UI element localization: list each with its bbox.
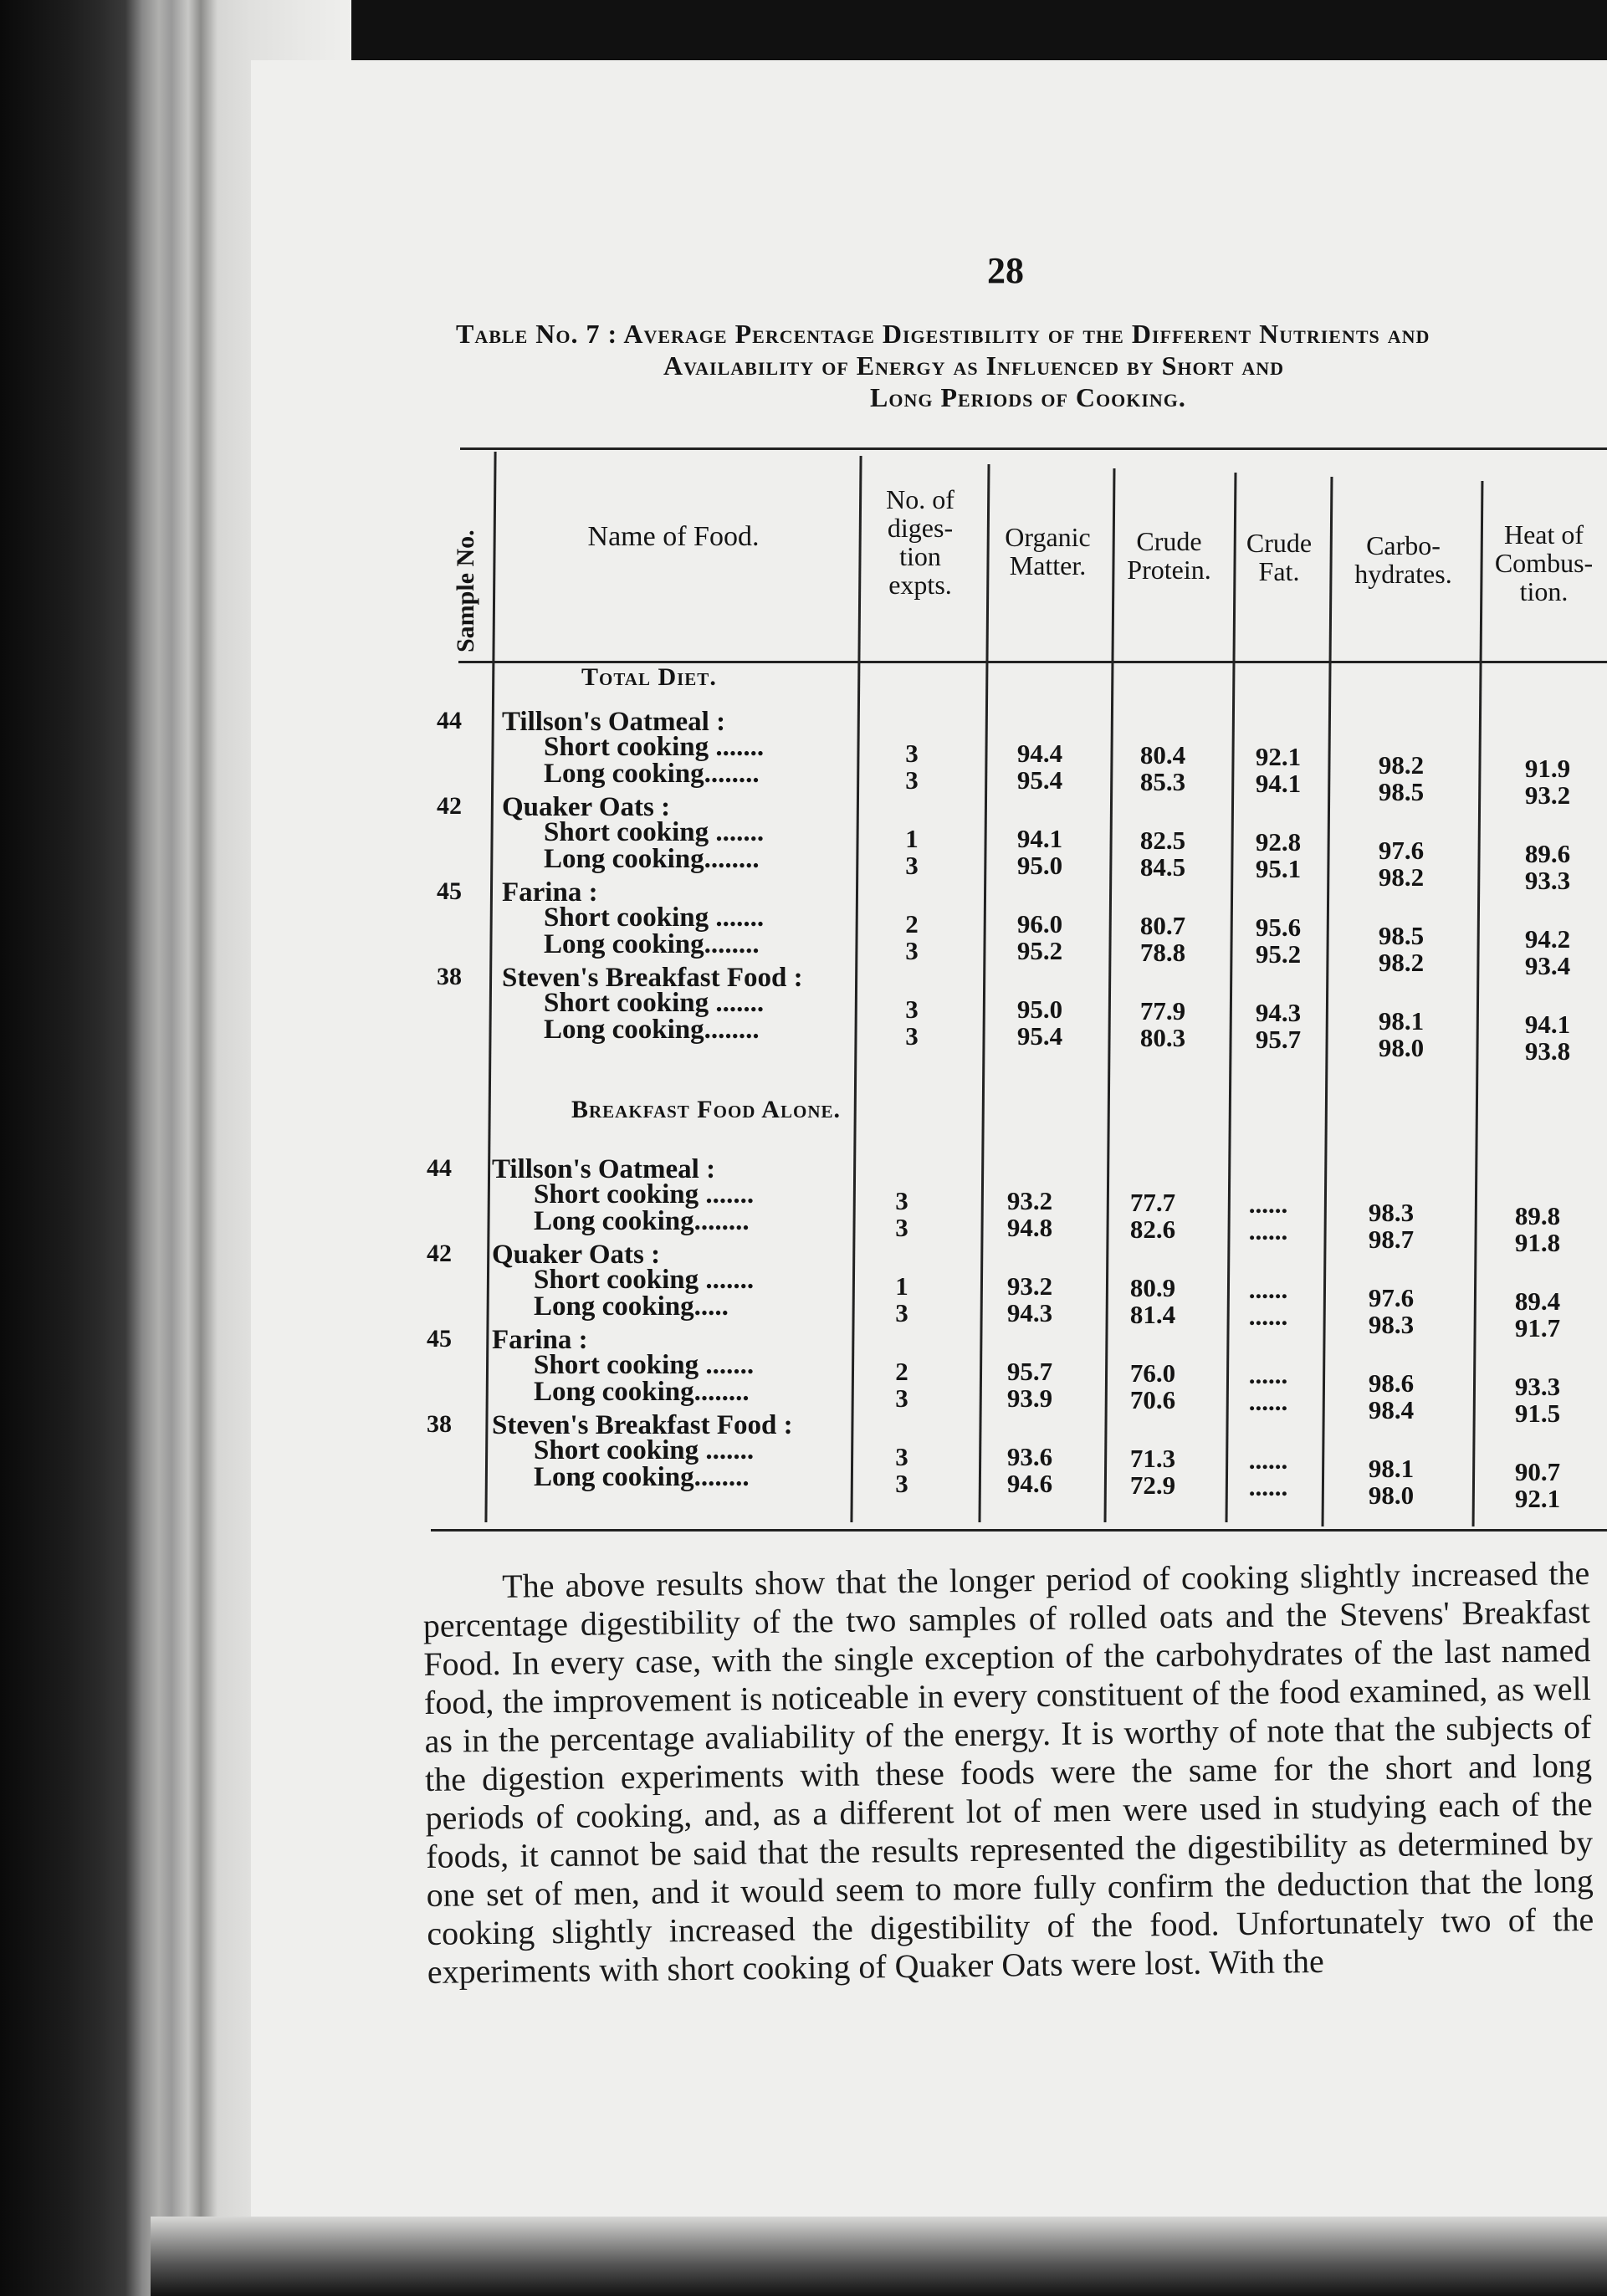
cell-expts: 3 [905,765,919,795]
cell-heat-of-combustion: 90.7 [1514,1457,1561,1486]
cooking-label: Short cooking ....... [534,1435,755,1465]
cell-carbohydrates: 98.5 [1378,921,1425,950]
header-crude-fat [1232,529,1326,586]
cell-heat-of-combustion: 91.8 [1514,1228,1561,1257]
cell-crude-fat: 92.8 [1255,827,1302,857]
sample-number: 38 [427,1410,452,1438]
sample-number: 38 [437,963,462,990]
cell-expts: 3 [905,739,919,768]
cell-crude-protein: 84.5 [1139,852,1186,882]
cell-crude-protein: 72.9 [1129,1470,1176,1500]
table-top-rule [460,447,1607,450]
cell-crude-fat: ...... [1248,1216,1288,1245]
cooking-label: Short cooking ....... [534,1265,755,1295]
header-expts-line: expts. [888,570,952,600]
header-expts-line: tion [899,541,941,571]
table-bottom-rule [431,1529,1607,1532]
sample-number: 44 [437,707,462,734]
cell-crude-fat: ...... [1248,1360,1288,1389]
header-protein-line: Protein. [1127,555,1211,585]
table-title-line-2: Availability of Energy as Influenced by Short and [663,350,1285,381]
header-carbohydrates [1330,531,1476,588]
cell-expts: 3 [905,936,919,965]
food-name: Quaker Oats : [492,1240,661,1270]
cell-crude-fat: 95.6 [1255,913,1302,942]
cell-crude-fat: ...... [1248,1472,1288,1501]
cooking-label: Long cooking........ [534,1462,750,1492]
sample-number: 45 [427,1325,452,1353]
sample-number: 45 [437,877,462,905]
table-title [456,318,1607,413]
header-name-of-food: Name of Food. [587,521,760,552]
cooking-label: Long cooking........ [544,844,760,874]
cell-carbohydrates: 97.6 [1378,836,1425,865]
header-expts-line: diges- [887,513,954,543]
cell-heat-of-combustion: 94.2 [1524,924,1571,954]
cell-crude-protein: 85.3 [1139,767,1186,796]
header-heat-line: Heat of [1503,519,1584,550]
food-name: Farina : [502,877,598,908]
cell-carbohydrates: 98.1 [1378,1006,1425,1036]
cell-organic-matter: 95.0 [1016,995,1063,1024]
cell-carbohydrates: 98.7 [1368,1225,1415,1254]
header-organic-line: Organic [1005,522,1091,552]
cell-heat-of-combustion: 91.5 [1514,1399,1561,1428]
cell-heat-of-combustion: 89.8 [1514,1201,1561,1230]
cell-carbohydrates: 98.3 [1368,1310,1415,1339]
paragraph-text: The above results show that the longer period of cooking slightly increased the percentage digestibility of the two samples of rolled oats and the Stevens' Breakfast Food. In every case, with the single exception of the carbohydrates of the last named food, the improvement is noticeable in every constituent of the food examined, as well as in the percentage avaliability of the energy. It is worthy of note that the subjects of the digestion experiments with these foods were the same for the short and long periods of cooking, and, as a different lot of men were used in studying each of the foods, it cannot be said that the results represented the digestibility as determined by one set of men, and it would seem to more fully confirm the deduction that the long cooking slightly increased the digestibility of the food. Unfortunately two of the experiments with short cooking of Quaker Oats were lost. With the [422,1553,1594,1991]
cell-expts: 3 [895,1442,908,1471]
cell-crude-fat: ...... [1248,1189,1288,1219]
cell-crude-fat: 94.1 [1255,769,1302,798]
sample-number: 42 [437,792,462,820]
cell-organic-matter: 94.6 [1006,1469,1053,1498]
cell-organic-matter: 93.2 [1006,1271,1053,1301]
cell-organic-matter: 93.2 [1006,1186,1053,1215]
cooking-label: Long cooking........ [544,929,760,959]
cooking-label: Short cooking ....... [544,903,765,933]
page-number: 28 [987,250,1024,291]
cell-organic-matter: 96.0 [1016,909,1063,938]
body-paragraph [422,1554,1594,1992]
cell-heat-of-combustion: 93.8 [1524,1036,1571,1066]
cooking-label: Long cooking..... [534,1291,729,1322]
cell-organic-matter: 93.6 [1006,1442,1053,1471]
cell-heat-of-combustion: 91.9 [1524,754,1571,783]
cell-heat-of-combustion: 93.4 [1524,951,1571,980]
cell-organic-matter: 94.4 [1016,739,1063,768]
cell-heat-of-combustion: 89.6 [1524,839,1571,868]
cell-organic-matter: 95.4 [1016,765,1063,795]
cell-crude-fat: ...... [1248,1301,1288,1331]
header-sample-no: Sample No. [452,529,479,652]
cell-crude-protein: 76.0 [1129,1358,1176,1388]
cell-expts: 2 [905,909,919,938]
cell-expts: 3 [905,995,919,1024]
cell-crude-fat: ...... [1248,1387,1288,1416]
section-title: Total Diet. [581,663,717,691]
cell-crude-protein: 70.6 [1129,1385,1176,1414]
sample-number: 42 [427,1240,452,1267]
header-organic-line: Matter. [1009,550,1087,580]
cell-crude-protein: 71.3 [1129,1444,1176,1473]
cell-crude-fat: ...... [1248,1445,1288,1475]
cooking-label: Long cooking........ [544,759,760,789]
cell-expts: 3 [905,851,919,880]
cooking-label: Long cooking........ [544,1015,760,1045]
cell-carbohydrates: 98.1 [1368,1454,1415,1483]
cell-heat-of-combustion: 93.2 [1524,780,1571,810]
cell-carbohydrates: 97.6 [1368,1283,1415,1312]
cell-expts: 3 [895,1213,908,1242]
cell-organic-matter: 95.2 [1016,936,1063,965]
cell-crude-protein: 82.5 [1139,826,1186,855]
header-carbo-line: hydrates. [1354,559,1452,589]
cell-crude-fat: 95.7 [1255,1025,1302,1054]
cell-carbohydrates: 98.0 [1378,1033,1425,1062]
cell-crude-protein: 77.7 [1129,1188,1176,1217]
cell-crude-protein: 80.9 [1129,1273,1176,1302]
cell-carbohydrates: 98.6 [1368,1368,1415,1398]
food-name: Farina : [492,1325,588,1355]
sample-number: 44 [427,1154,452,1182]
cell-organic-matter: 94.1 [1016,824,1063,853]
cell-organic-matter: 95.4 [1016,1021,1063,1051]
food-name: Tillson's Oatmeal : [492,1154,716,1184]
cell-crude-fat: 92.1 [1255,742,1302,771]
cell-carbohydrates: 98.5 [1378,777,1425,806]
cell-organic-matter: 95.7 [1006,1357,1053,1386]
cell-expts: 3 [905,1021,919,1051]
section-title: Breakfast Food Alone. [571,1096,841,1123]
cell-heat-of-combustion: 94.1 [1524,1010,1571,1039]
cell-crude-protein: 77.9 [1139,996,1186,1025]
food-name: Steven's Breakfast Food : [502,963,803,993]
cell-crude-protein: 80.3 [1139,1023,1186,1052]
cell-crude-protein: 82.6 [1129,1214,1176,1244]
table-title-line-1: Table No. 7 : Average Percentage Digestibility of the Different Nutrients and [456,319,1430,349]
cell-crude-fat: ...... [1248,1275,1288,1304]
header-fat-line: Crude [1246,528,1313,558]
cooking-label: Short cooking ....... [534,1350,755,1380]
header-heat-line: Combus- [1494,548,1594,578]
cell-crude-protein: 80.4 [1139,740,1186,770]
cell-heat-of-combustion: 92.1 [1514,1484,1561,1513]
cell-expts: 2 [895,1357,908,1386]
cell-crude-fat: 94.3 [1255,998,1302,1027]
cell-organic-matter: 94.3 [1006,1298,1053,1327]
cell-heat-of-combustion: 93.3 [1524,866,1571,895]
cooking-label: Short cooking ....... [544,732,765,762]
header-heat-line: tion. [1519,576,1569,606]
header-heat-of-combustion [1481,520,1607,606]
cell-heat-of-combustion: 93.3 [1514,1372,1561,1401]
header-expts [862,485,979,599]
cell-crude-protein: 78.8 [1139,938,1186,967]
cell-heat-of-combustion: 89.4 [1514,1286,1561,1316]
cooking-label: Short cooking ....... [544,988,765,1018]
header-crude-protein [1108,527,1230,584]
cell-organic-matter: 95.0 [1016,851,1063,880]
cell-crude-fat: 95.1 [1255,854,1302,883]
cell-organic-matter: 94.8 [1006,1213,1053,1242]
food-name: Quaker Oats : [502,792,671,822]
cooking-label: Long cooking........ [534,1206,750,1236]
header-organic-matter [987,523,1108,580]
cooking-label: Short cooking ....... [534,1179,755,1209]
cooking-label: Short cooking ....... [544,817,765,847]
header-fat-line: Fat. [1258,556,1300,586]
cell-crude-protein: 80.7 [1139,911,1186,940]
cell-expts: 3 [895,1298,908,1327]
cell-crude-protein: 81.4 [1129,1300,1176,1329]
cell-expts: 1 [905,824,919,853]
cell-expts: 3 [895,1469,908,1498]
table-title-line-3: Long Periods of Cooking. [870,382,1186,412]
cell-carbohydrates: 98.2 [1378,862,1425,892]
page-bottom-shadow [151,2217,1607,2296]
header-expts-line: No. of [886,484,954,514]
header-protein-line: Crude [1136,526,1202,556]
cell-heat-of-combustion: 91.7 [1514,1313,1561,1342]
food-name: Steven's Breakfast Food : [492,1410,793,1440]
cell-carbohydrates: 98.2 [1378,750,1425,780]
cell-organic-matter: 93.9 [1006,1383,1053,1413]
header-carbo-line: Carbo- [1366,530,1441,560]
food-name: Tillson's Oatmeal : [502,707,726,737]
cell-expts: 1 [895,1271,908,1301]
cell-carbohydrates: 98.4 [1368,1395,1415,1424]
cell-carbohydrates: 98.0 [1368,1480,1415,1510]
cell-expts: 3 [895,1383,908,1413]
cell-carbohydrates: 98.3 [1368,1198,1415,1227]
cooking-label: Long cooking........ [534,1377,750,1407]
cell-expts: 3 [895,1186,908,1215]
cell-carbohydrates: 98.2 [1378,948,1425,977]
cell-crude-fat: 95.2 [1255,939,1302,969]
